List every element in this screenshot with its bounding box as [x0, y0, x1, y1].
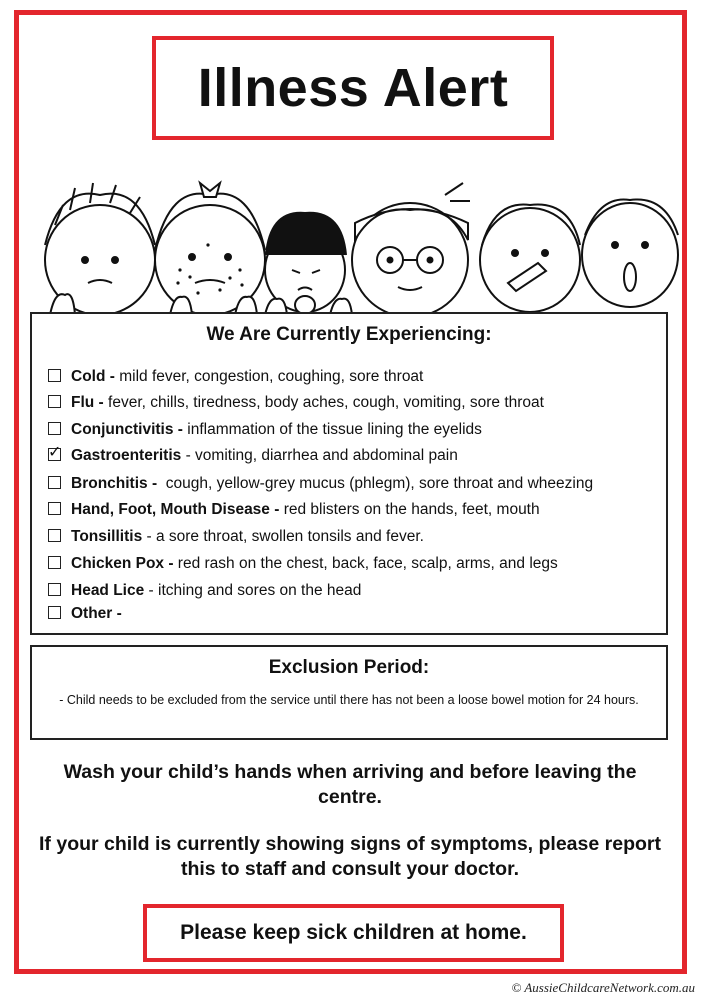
copyright: © AussieChildcareNetwork.com.au	[511, 980, 695, 995]
exclusion-panel	[30, 645, 668, 740]
illness-name: Chicken Pox -	[71, 555, 174, 572]
illness-item	[48, 555, 558, 573]
illness-name: Hand, Foot, Mouth Disease -	[71, 501, 280, 518]
illness-description: mild fever, congestion, coughing, sore throat	[114, 368, 424, 385]
illness-item	[48, 605, 122, 623]
checkbox-icon[interactable]	[48, 502, 61, 515]
exclusion-text: - Child needs to be excluded from the service until there has not been a loose bowel motion for 24 hours.	[59, 693, 639, 707]
illness-item	[48, 582, 361, 600]
checkbox-icon[interactable]	[48, 583, 61, 596]
illness-item	[48, 368, 423, 386]
illness-description: fever, chills, tiredness, body aches, cough, vomiting, sore throat	[103, 394, 544, 411]
illness-description: red blisters on the hands, feet, mouth	[279, 501, 540, 518]
illness-description: - a sore throat, swollen tonsils and fever.	[142, 528, 424, 545]
checkbox-icon[interactable]	[48, 395, 61, 408]
checkbox-icon[interactable]	[48, 606, 61, 619]
exclusion-heading: Exclusion Period:	[268, 657, 430, 678]
illness-description: - vomiting, diarrhea and abdominal pain	[181, 447, 458, 464]
illness-description: cough, yellow-grey mucus (phlegm), sore throat and wheezing	[157, 475, 594, 492]
illness-description: red rash on the chest, back, face, scalp, arms, and legs	[173, 555, 558, 572]
report-message: If your child is currently showing signs of symptoms, please report this to staff and consult your doctor.	[39, 833, 661, 880]
experiencing-heading: We Are Currently Experiencing:	[206, 324, 492, 345]
illness-description: - itching and sores on the head	[144, 582, 362, 599]
illness-item	[48, 501, 540, 519]
checkbox-checked-icon[interactable]	[48, 448, 61, 461]
experiencing-panel	[30, 312, 668, 635]
illness-name: Head Lice	[71, 582, 145, 599]
checkbox-icon[interactable]	[48, 476, 61, 489]
checkbox-icon[interactable]	[48, 422, 61, 435]
title-box	[152, 36, 554, 140]
children-illustration	[30, 165, 680, 315]
illness-item	[48, 394, 544, 412]
bottom-message-box	[143, 904, 564, 962]
checkbox-icon[interactable]	[48, 529, 61, 542]
illness-name: Other -	[71, 605, 122, 622]
checkbox-icon[interactable]	[48, 556, 61, 569]
bottom-message: Please keep sick children at home.	[180, 921, 527, 944]
illness-name: Gastroenteritis	[71, 447, 182, 464]
illness-name: Tonsillitis	[71, 528, 143, 545]
handwash-message: Wash your child’s hands when arriving and before leaving the centre.	[63, 761, 637, 808]
checkbox-icon[interactable]	[48, 369, 61, 382]
illness-item	[48, 447, 458, 465]
illness-name: Bronchitis -	[71, 475, 158, 492]
illness-item	[48, 528, 424, 546]
page-title: Illness Alert	[197, 58, 509, 118]
illness-name: Flu -	[71, 394, 104, 411]
illness-item	[48, 421, 482, 439]
illness-description: inflammation of the tissue lining the eyelids	[182, 421, 482, 438]
illness-name: Conjunctivitis -	[71, 421, 183, 438]
illness-name: Cold -	[71, 368, 115, 385]
illness-item	[48, 475, 593, 493]
